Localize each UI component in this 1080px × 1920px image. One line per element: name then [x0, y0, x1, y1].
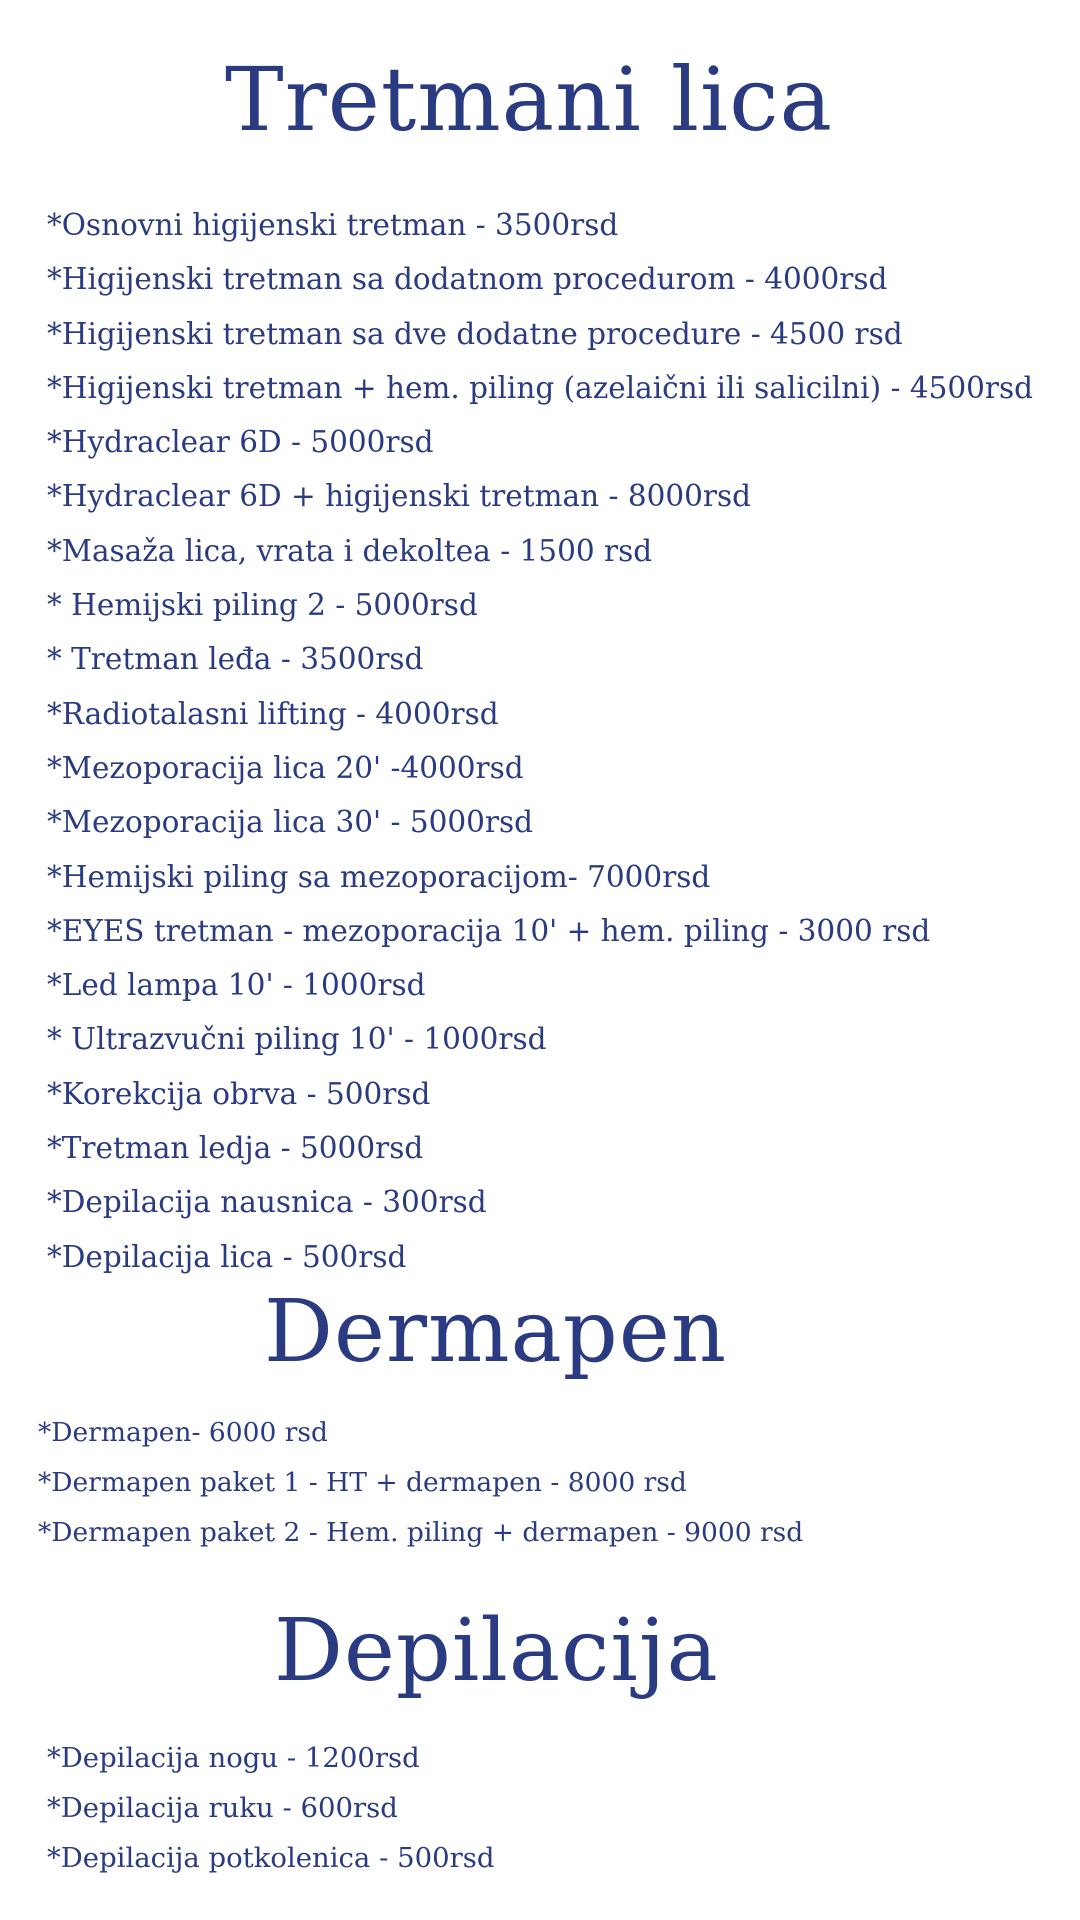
list-item: *Tretman ledja - 5000rsd	[47, 1131, 424, 1166]
list-item: * Hemijski piling 2 - 5000rsd	[47, 588, 478, 623]
list-item: *Dermapen paket 2 - Hem. piling + dermapen - 9000 rsd	[38, 1517, 804, 1548]
list-item: * Tretman leđa - 3500rsd	[47, 642, 424, 677]
list-item: *Higijenski tretman sa dve dodatne procedure - 4500 rsd	[47, 316, 903, 351]
list-item: *Dermapen- 6000 rsd	[38, 1417, 328, 1448]
list-item: *Hydraclear 6D - 5000rsd	[47, 425, 434, 460]
list-item: *EYES tretman - mezoporacija 10' + hem. piling - 3000 rsd	[47, 913, 931, 948]
list-item: *Depilacija ruku - 600rsd	[47, 1792, 398, 1824]
list-item: *Mezoporacija lica 20' -4000rsd	[47, 750, 524, 785]
section-title-dermapen: Dermapen	[264, 1282, 728, 1382]
list-item: *Depilacija nausnica - 300rsd	[47, 1185, 487, 1220]
list-item: *Dermapen paket 1 - HT + dermapen - 8000 rsd	[38, 1467, 687, 1498]
depilation-list	[47, 1733, 494, 1883]
list-item: *Higijenski tretman + hem. piling (azelaični ili salicilni) - 4500rsd	[47, 370, 1034, 405]
section-title-face-treatments: Tretmani lica	[225, 48, 833, 151]
list-item: *Korekcija obrva - 500rsd	[47, 1076, 431, 1111]
section-title-depilation: Depilacija	[274, 1601, 719, 1701]
list-item: *Radiotalasni lifting - 4000rsd	[47, 696, 499, 731]
list-item: * Ultrazvučni piling 10' - 1000rsd	[47, 1022, 547, 1057]
list-item: *Mezoporacija lica 30' - 5000rsd	[47, 805, 534, 840]
list-item: *Depilacija lica - 500rsd	[47, 1239, 407, 1274]
list-item: *Led lampa 10' - 1000rsd	[47, 968, 426, 1003]
list-item: *Depilacija nogu - 1200rsd	[47, 1742, 420, 1774]
face-treatments-list	[47, 198, 1033, 1284]
dermapen-list	[38, 1408, 803, 1558]
list-item: *Hydraclear 6D + higijenski tretman - 8000rsd	[47, 479, 752, 514]
list-item: *Masaža lica, vrata i dekoltea - 1500 rsd	[47, 533, 653, 568]
list-item: *Hemijski piling sa mezoporacijom- 7000rsd	[47, 859, 711, 894]
list-item: *Osnovni higijenski tretman - 3500rsd	[47, 208, 619, 242]
list-item: *Depilacija potkolenica - 500rsd	[47, 1842, 495, 1874]
list-item: *Higijenski tretman sa dodatnom procedurom - 4000rsd	[47, 262, 888, 297]
